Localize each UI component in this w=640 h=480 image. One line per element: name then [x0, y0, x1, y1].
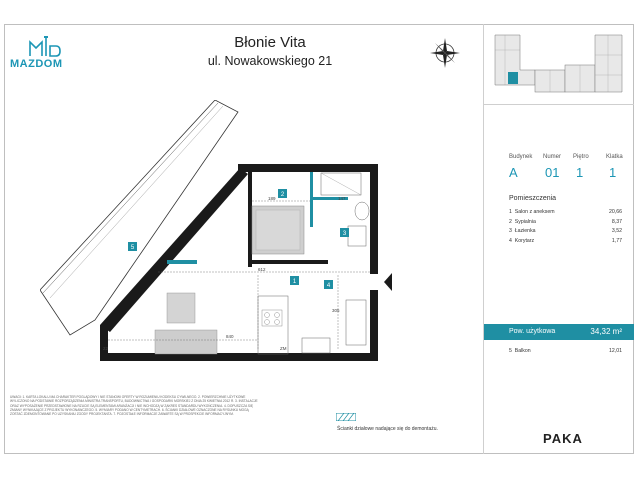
legend-text: Ścianki działowe nadające się do demontażu.: [337, 426, 438, 432]
page-title: Błonie Vita: [234, 34, 306, 51]
room-name: Korytarz: [514, 237, 535, 244]
dim-147: 147: [338, 196, 346, 201]
address: ul. Nowakowskiego 21: [207, 54, 333, 68]
room-area: 3,52: [611, 228, 622, 234]
usable-area-label: Pow. użytkowa: [509, 328, 556, 335]
value-pietro: 1: [576, 165, 584, 180]
room-area: 20,66: [609, 209, 622, 215]
notes-text: UWAGI: 1. KARTA LOKALU MA CHARAKTER POGLĄDOWY I NIE STANOWI OFERTY W ROZUMIENIU KODEKSU CYWILNEGO. 2. POWIERZCHNIE UŻYTKOWE WYLICZONO NA PODSTAWIE ROZPORZĄDZENIA MINISTRA TRANSPORTU, BUDOWNICTWA I GOSPODARKI MORSKIEJ Z DNIA 25 KWIETNIA 2012 R. 3. INSTALACJE ORAZ WYPOSAŻENIE PRZEDSTAWIONE NA RZUCIE SĄ ELEMENTAMI ARANŻACJI I NIE WCHODZĄ W ZAKRES STANDARDU WYKOŃCZENIA. 4. DOPUSZCZA SIĘ ZMIANY WYNIKAJĄCE Z PROJEKTU WYKONAWCZEGO. 5. WYMIARY PODANO W CENTYMETRACH. 6. ŚCIANKI DZIAŁOWE OZNACZONE NA RYSUNKU MOGĄ ZOSTAĆ ZDEMONTOWANE PO UZYSKANIU ZGODY PROJEKTANTA. 7. POZOSTAŁE INFORMACJE ZAWARTE SĄ W PROSPEKCIE INFORMACYJNYM.: [10, 395, 258, 417]
dim-189: 189: [268, 196, 276, 201]
keyplan-divider: [484, 104, 634, 105]
balcony-area: 12,01: [609, 348, 622, 354]
room-row: [509, 219, 622, 229]
dim-zm: ZM: [280, 346, 287, 351]
room-tag-4: 4: [326, 283, 331, 289]
label-budynek: Budynek: [509, 154, 533, 160]
compass-icon: [428, 36, 462, 70]
dim-22: 22: [103, 346, 109, 351]
rooms-list: [509, 209, 622, 247]
room-tag-3: 3: [342, 231, 347, 237]
panel-divider: [483, 24, 484, 454]
room-name: Łazienka: [514, 228, 536, 234]
usable-area-bar: [484, 324, 634, 340]
building-keyplan-icon: [490, 30, 630, 100]
label-pietro: Piętro: [573, 154, 589, 160]
room-tag-5: 5: [130, 245, 135, 251]
room-number: 1: [509, 209, 512, 215]
balcony-name: Balkon: [514, 348, 531, 354]
room-number: 2: [509, 218, 512, 225]
room-name: Salon z aneksem: [514, 209, 555, 215]
value-numer: 01: [545, 165, 560, 180]
developer-logo: PAKA: [543, 431, 583, 446]
balcony-row: [509, 348, 622, 354]
usable-area-value: 34,32 m²: [590, 327, 622, 336]
room-row: [509, 228, 622, 238]
dim-305: 305: [332, 308, 340, 313]
label-klatka: Klatka: [606, 154, 623, 160]
floor-plan: [40, 100, 440, 380]
room-tag-2: 2: [280, 192, 285, 198]
rooms-title: Pomieszczenia: [509, 195, 557, 202]
brand-name: MAZDOM: [10, 58, 63, 70]
label-numer: Numer: [543, 154, 562, 160]
dim-612: 612: [258, 267, 266, 272]
room-number: 4: [509, 237, 512, 244]
room-row: [509, 209, 622, 219]
balcony-number: 5: [509, 348, 512, 354]
room-number: 3: [509, 228, 512, 234]
removable-wall-legend-icon: [336, 413, 356, 421]
value-klatka: 1: [609, 165, 617, 180]
room-tag-1: 1: [292, 279, 297, 285]
room-area: 1,77: [611, 237, 622, 244]
room-row: [509, 238, 622, 248]
value-budynek: A: [509, 165, 518, 180]
dim-840: 840: [226, 334, 234, 339]
room-name: Sypialnia: [514, 218, 536, 225]
room-area: 8,37: [611, 218, 622, 225]
